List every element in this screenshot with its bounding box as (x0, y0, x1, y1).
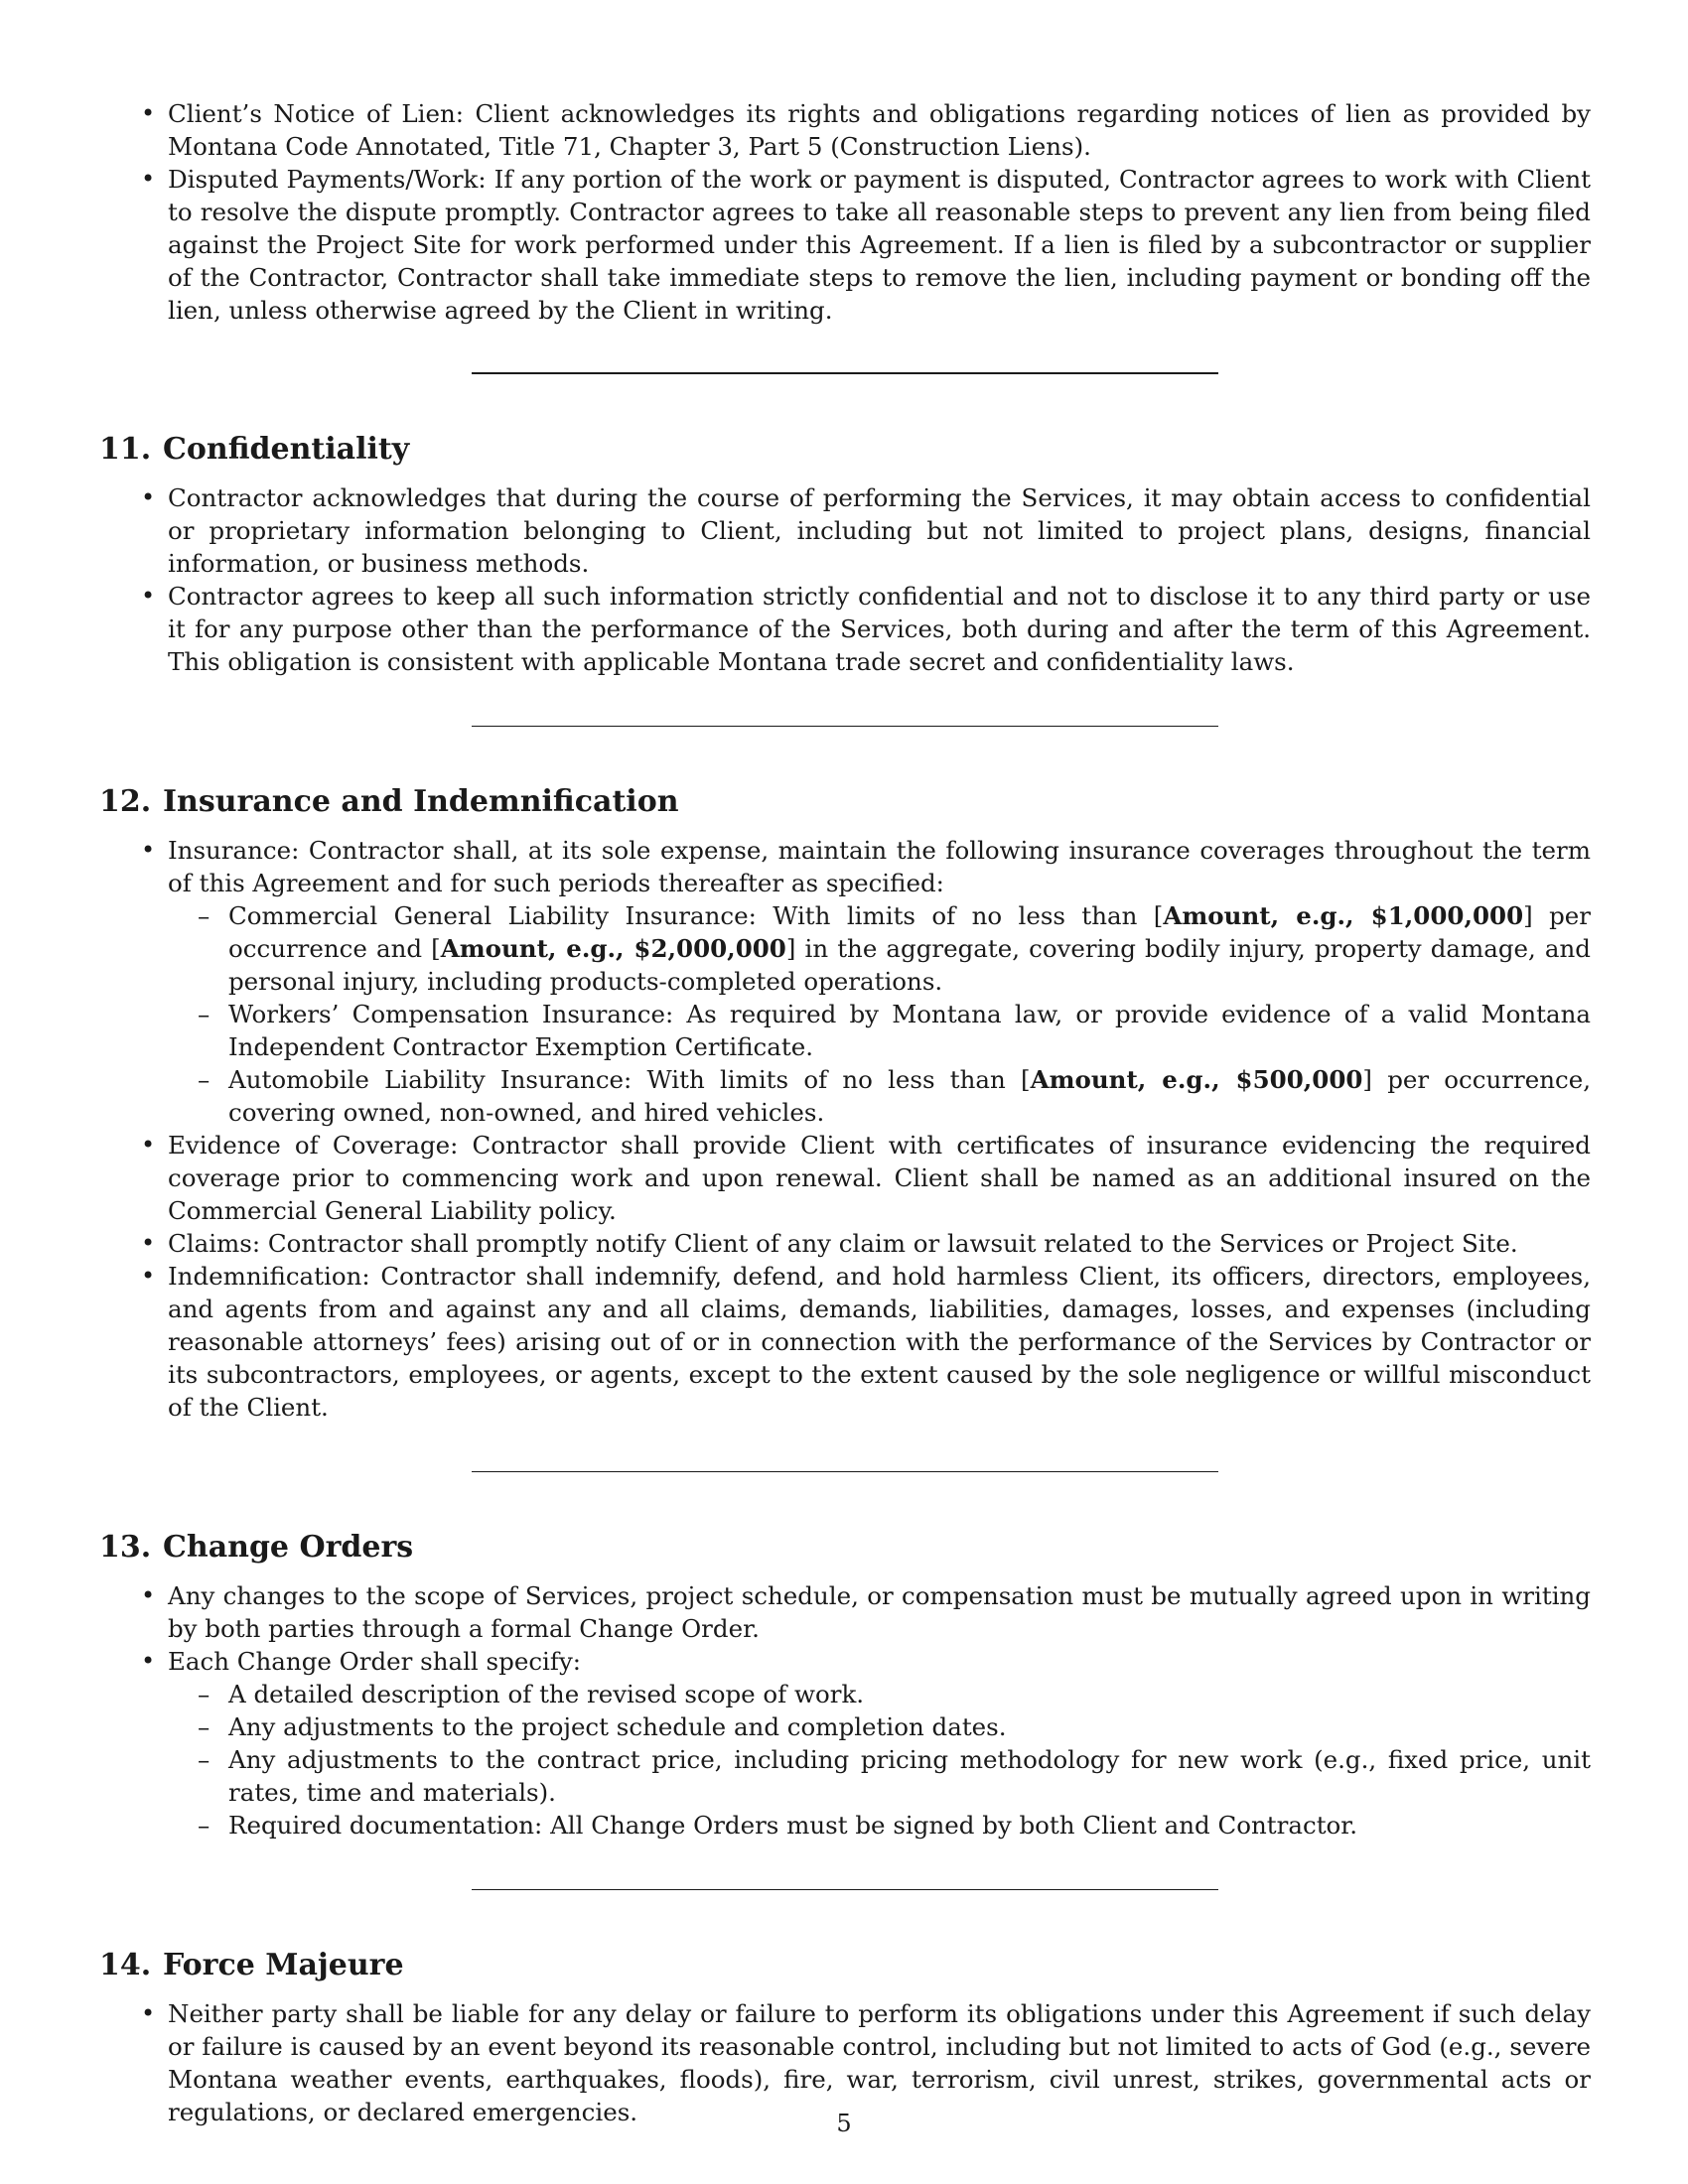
evidence-text: Evidence of Coverage: Contractor shall provide Client with certificates of insurance evidencing the required coverage prior to commencing work and upon renewal. Client shall be named as an additional insured on the Commercial General Liability policy. (168, 1131, 1591, 1225)
change-order-sublist (168, 1678, 1591, 1842)
dash-icon: – (198, 1745, 211, 1774)
list-item (99, 1227, 1591, 1260)
list-item (168, 899, 1591, 998)
section-heading-force-majeure (99, 1946, 1591, 1985)
dash-icon: – (198, 1680, 211, 1708)
workers-comp-text: Workers’ Compensation Insurance: As required by Montana law, or provide evidence of a valid Montana Independent Contractor Exemption Certificate. (228, 1000, 1591, 1061)
section-number: 11. (99, 432, 152, 467)
section-title: Force Majeure (163, 1948, 404, 1982)
bullet-icon: • (141, 1262, 156, 1290)
change-order-item-text: Any changes to the scope of Services, project schedule, or compensation must be mutually agreed upon in writing by both parties through a formal Change Order. (168, 1581, 1591, 1643)
bullet-icon: • (141, 836, 156, 864)
section-heading-insurance (99, 782, 1591, 822)
bullet-icon: • (141, 165, 156, 193)
list-item (99, 1579, 1591, 1645)
confidentiality-item-text: Contractor acknowledges that during the course of performing the Services, it may obtain access to confidential or proprietary information belonging to Client, including but not limited to project plans, designs, financial information, or business methods. (168, 483, 1591, 578)
bullet-icon: • (141, 1131, 156, 1159)
bullet-icon: • (141, 99, 156, 127)
section-divider (472, 372, 1218, 374)
list-item (168, 1809, 1591, 1842)
list-item (168, 1743, 1591, 1809)
change-order-item-text: Each Change Order shall specify: (168, 1647, 582, 1676)
section-10-list (99, 97, 1591, 327)
list-item (99, 163, 1591, 327)
section-number: 13. (99, 1530, 152, 1565)
section-divider (472, 1889, 1218, 1890)
change-order-subitem-text: A detailed description of the revised scope of work. (228, 1680, 865, 1708)
dash-icon: – (198, 1712, 211, 1741)
section-13-list (99, 1579, 1591, 1842)
bullet-icon: • (141, 1647, 156, 1675)
disputed-payments-text: Disputed Payments/Work: If any portion of the work or payment is disputed, Contractor agrees to work with Client to resolve the dispute promptly. Contractor agrees to take all reasonable steps to prevent any lien from being filed against the Project Site for work performed under this Agreement. If a lien is filed by a subcontractor or supplier of the Contractor, Contractor shall take immediate steps to remove the lien, including payment or bonding off the lien, unless otherwise agreed by the Client in writing. (168, 165, 1591, 325)
bullet-icon: • (141, 1229, 156, 1257)
list-item (99, 580, 1591, 678)
change-order-subitem-text: Any adjustments to the project schedule and completion dates. (228, 1712, 1007, 1741)
claims-text: Claims: Contractor shall promptly notify Client of any claim or lawsuit related to the Services or Project Site. (168, 1229, 1518, 1258)
auto-text: Automobile Liability Insurance: With limits of no less than [ (228, 1065, 1031, 1094)
notice-of-lien-text: Client’s Notice of Lien: Client acknowledges its rights and obligations regarding notices of lien as provided by Montana Code Annotated, Title 71, Chapter 3, Part 5 (Construction Liens). (168, 99, 1591, 161)
list-item (99, 834, 1591, 1129)
section-11-list (99, 481, 1591, 678)
section-heading-confidentiality (99, 430, 1591, 470)
indemnification-text: Indemnification: Contractor shall indemnify, defend, and hold harmless Client, its officers, directors, employees, and agents from and against any and all claims, demands, liabilities, damages, losses, and expenses (including reasonable attorneys’ fees) arising out of or in connection with the performance of the Services by Contractor or its subcontractors, employees, or agents, except to the extent caused by the sole negligence or willful misconduct of the Client. (168, 1262, 1591, 1422)
list-item (168, 998, 1591, 1063)
insurance-intro-text: Insurance: Contractor shall, at its sole expense, maintain the following insurance coverages throughout the term of this Agreement and for such periods thereafter as specified: (168, 836, 1591, 897)
list-item (99, 1645, 1591, 1842)
bullet-icon: • (141, 483, 156, 511)
list-item (99, 1260, 1591, 1424)
confidentiality-item-text: Contractor agrees to keep all such information strictly confidential and not to disclose it to any third party or use it for any purpose other than the performance of the Services, both during and after the term of this Agreement. This obligation is consistent with applicable Montana trade secret and confidentiality laws. (168, 582, 1591, 676)
change-order-subitem-text: Required documentation: All Change Orders must be signed by both Client and Contractor. (228, 1811, 1358, 1840)
page-number: 5 (836, 2110, 852, 2137)
dash-icon: – (198, 1811, 211, 1840)
section-number: 12. (99, 784, 152, 819)
auto-amount: Amount, e.g., $500,000 (1030, 1065, 1363, 1094)
cgl-text: ] in the aggregate, covering bodily injury, property damage, and personal injury, including products-completed operations. (228, 934, 1591, 996)
section-title: Change Orders (163, 1530, 414, 1565)
page-content (99, 97, 1591, 2128)
section-divider (472, 726, 1218, 727)
bullet-icon: • (141, 1581, 156, 1609)
dash-icon: – (198, 1065, 211, 1094)
dash-icon: – (198, 901, 211, 930)
force-majeure-text: Neither party shall be liable for any delay or failure to perform its obligations under this Agreement if such delay or failure is caused by an event beyond its reasonable control, including but not limited to acts of God (e.g., severe Montana weather events, earthquakes, floods), fire, war, terrorism, civil unrest, strikes, governmental acts or regulations, or declared emergencies. (168, 1999, 1591, 2126)
cgl-text: Commercial General Liability Insurance: With limits of no less than [ (228, 901, 1164, 930)
list-item (168, 1710, 1591, 1743)
bullet-icon: • (141, 1999, 156, 2027)
list-item (99, 481, 1591, 580)
list-item (99, 1129, 1591, 1227)
section-title: Confidentiality (163, 432, 410, 467)
section-12-list (99, 834, 1591, 1424)
section-number: 14. (99, 1948, 152, 1982)
cgl-amount-aggregate: Amount, e.g., $2,000,000 (440, 934, 786, 963)
list-item (168, 1063, 1591, 1129)
section-title: Insurance and Indemnification (163, 784, 679, 819)
dash-icon: – (198, 1000, 211, 1028)
section-heading-change-orders (99, 1528, 1591, 1568)
list-item (99, 97, 1591, 163)
insurance-sublist (168, 899, 1591, 1129)
cgl-amount-occurrence: Amount, e.g., $1,000,000 (1163, 901, 1524, 930)
change-order-subitem-text: Any adjustments to the contract price, including pricing methodology for new work (e.g., fixed price, unit rates, time and materials). (228, 1745, 1591, 1807)
cgl-text: ] per occurrence and [ (228, 901, 1591, 963)
auto-text: ] per occurrence, covering owned, non-owned, and hired vehicles. (228, 1065, 1591, 1127)
bullet-icon: • (141, 582, 156, 610)
list-item (168, 1678, 1591, 1710)
section-divider (472, 1471, 1218, 1472)
